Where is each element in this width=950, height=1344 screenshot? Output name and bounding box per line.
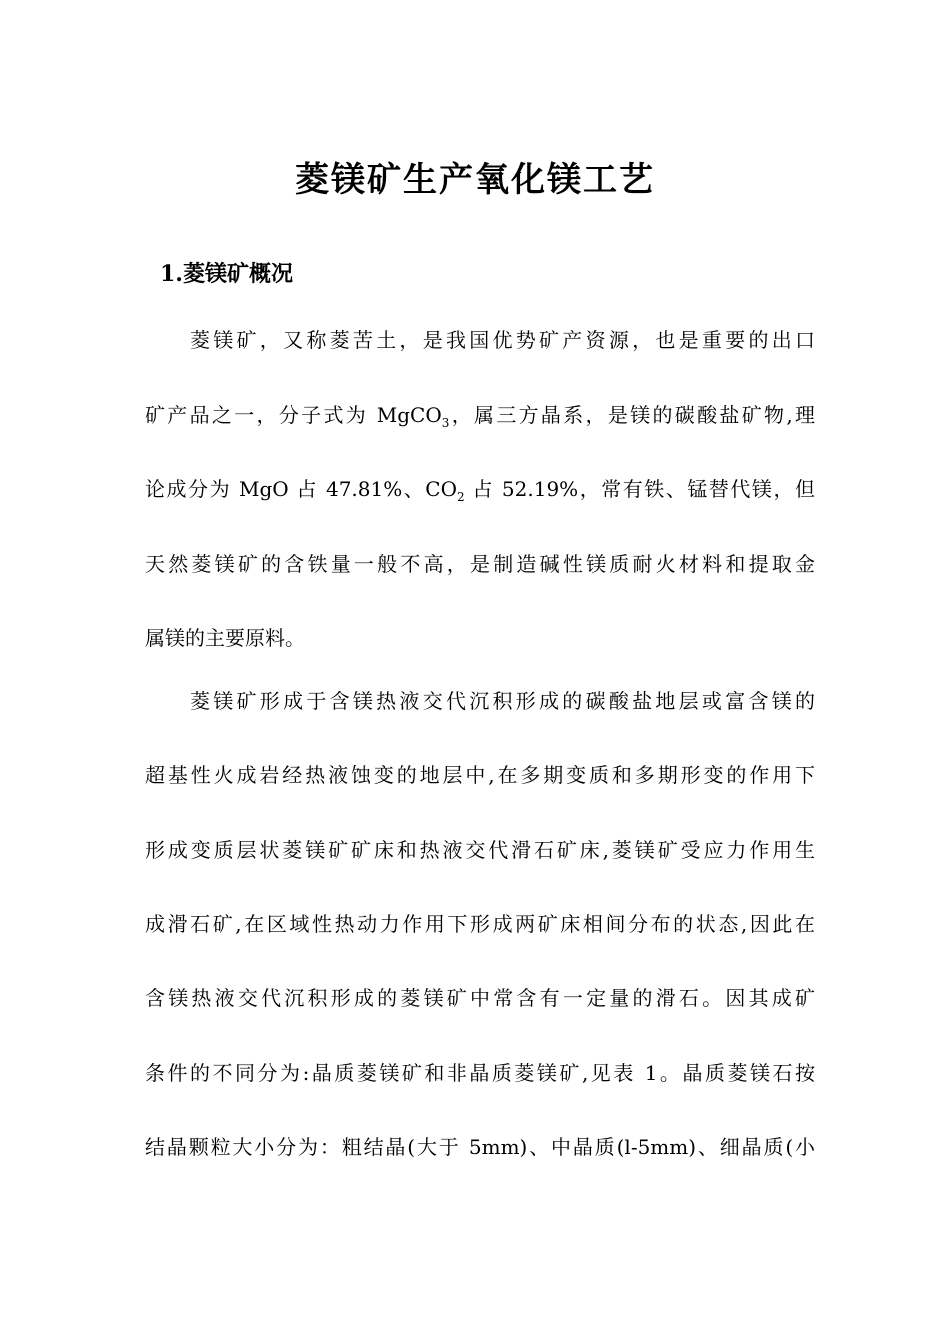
paragraph-1-line-3 (145, 471, 815, 507)
paragraph-2-line-6: 条件的不同分为:晶质菱镁矿和非晶质菱镁矿,见表 1。晶质菱镁石按 (145, 1061, 815, 1085)
subscript: 2 (456, 490, 465, 504)
paragraph-1-line-5: 属镁的主要原料。 (145, 626, 305, 650)
section-heading: 1.菱镁矿概况 (160, 261, 293, 287)
paragraph-1-line-4: 天然菱镁矿的含铁量一般不高，是制造碱性镁质耐火材料和提取金 (145, 552, 815, 576)
text-run: ，属三方晶系，是镁的碳酸盐矿物,理 (449, 403, 816, 427)
paragraph-1-line-2 (145, 397, 815, 433)
paragraph-2-line-7: 结晶颗粒大小分为：粗结晶(大于 5mm)、中晶质(l-5mm)、细晶质(小 (145, 1135, 815, 1159)
subscript: 3 (441, 416, 450, 430)
text-run: 矿产品之一，分子式为 MgCO (145, 403, 442, 427)
document-title: 菱镁矿生产氧化镁工艺 (295, 160, 655, 200)
paragraph-1-line-1: 菱镁矿，又称菱苦土，是我国优势矿产资源，也是重要的出口 (190, 328, 815, 352)
paragraph-2-line-1: 菱镁矿形成于含镁热液交代沉积形成的碳酸盐地层或富含镁的 (190, 689, 815, 713)
text-run: 占 52.19%，常有铁、锰替代镁，但 (464, 477, 815, 501)
paragraph-2-line-4: 成滑石矿,在区域性热动力作用下形成两矿床相间分布的状态,因此在 (145, 912, 815, 936)
text-run: 论成分为 MgO 占 47.81%、CO (145, 477, 457, 501)
paragraph-2-line-5: 含镁热液交代沉积形成的菱镁矿中常含有一定量的滑石。因其成矿 (145, 986, 815, 1010)
paragraph-2-line-3: 形成变质层状菱镁矿矿床和热液交代滑石矿床,菱镁矿受应力作用生 (145, 838, 815, 862)
paragraph-2-line-2: 超基性火成岩经热液蚀变的地层中,在多期变质和多期形变的作用下 (145, 763, 815, 787)
